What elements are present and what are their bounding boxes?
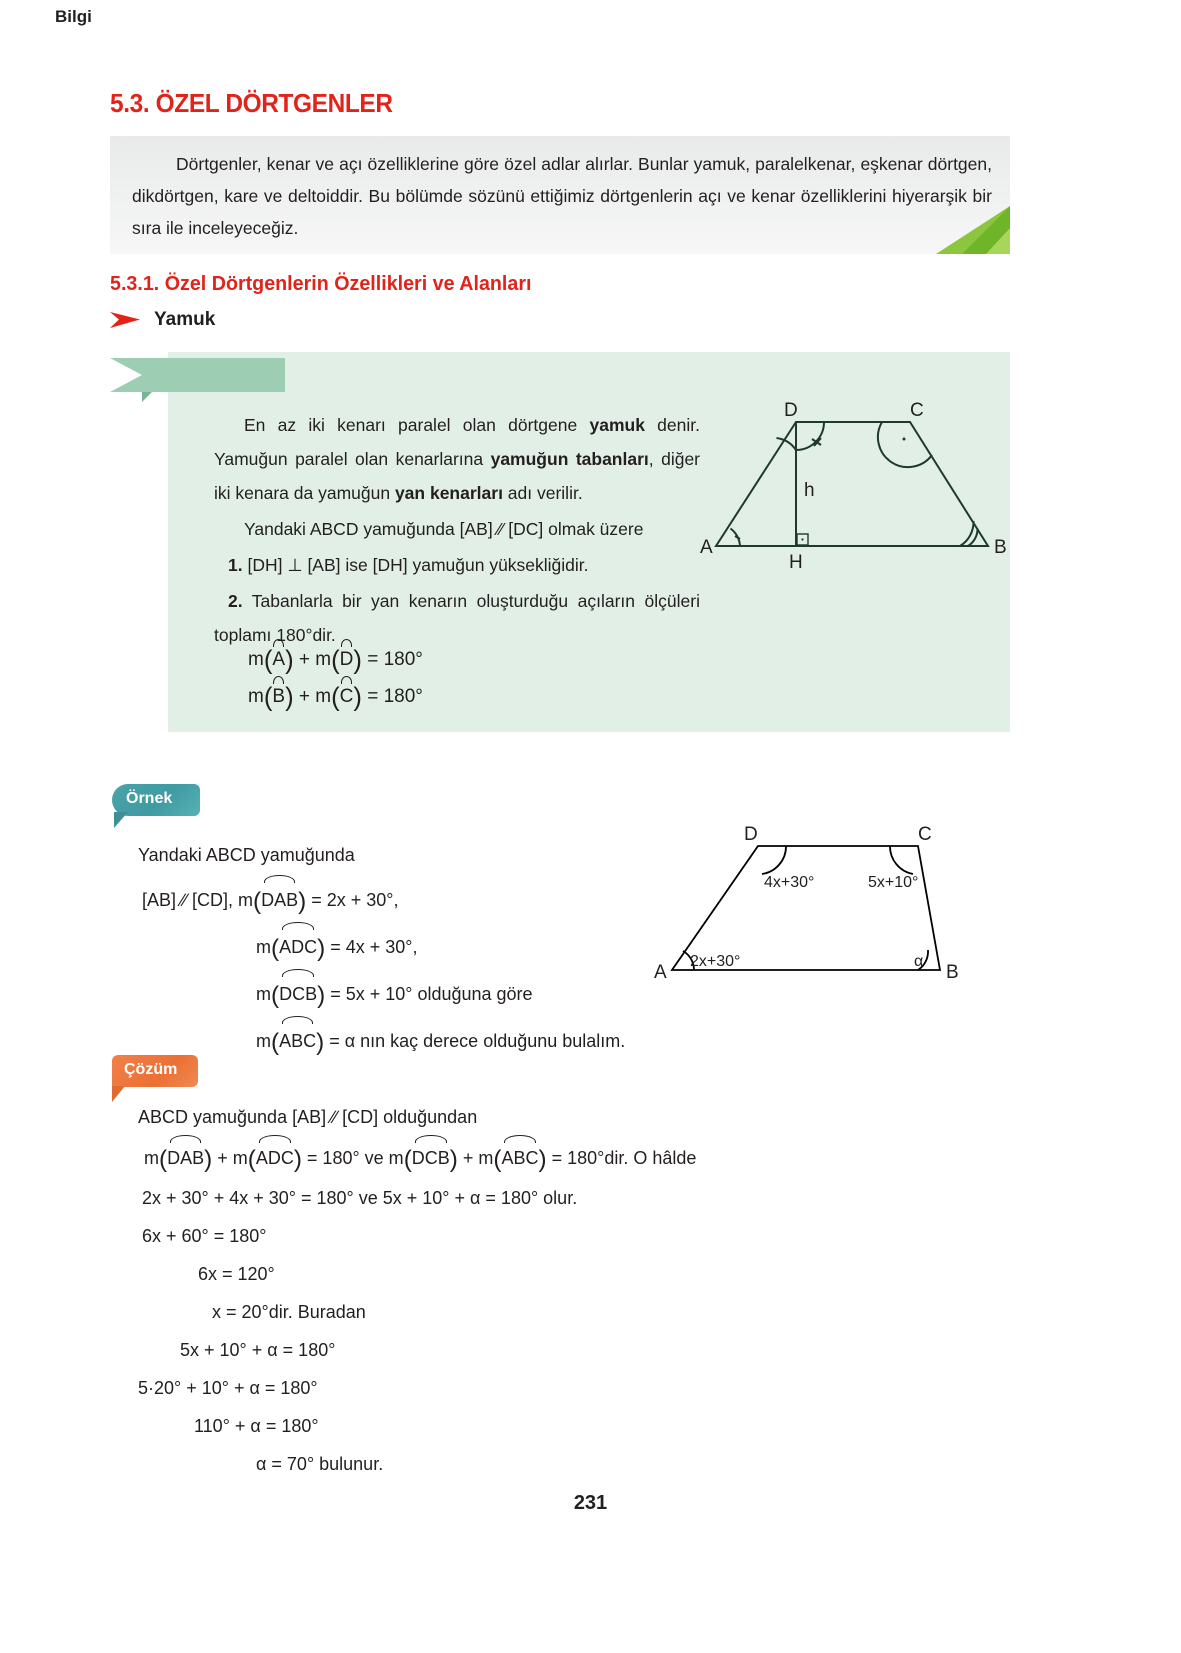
figure2-label-a: A (654, 962, 667, 983)
topic-heading (110, 309, 215, 331)
figure2-angle-d: 4x+30° (764, 874, 815, 891)
bilgi-ribbon-label: Bilgi (55, 7, 92, 26)
solution-line-2: m(DAB) + m(ADC) = 180° ve m(DCB) + m(ABC) = 180°dir. O hâlde (144, 1136, 898, 1179)
solution-line-2-p1: m (144, 1148, 159, 1168)
formula-2-rhs: 180° (383, 686, 423, 708)
example-line-4: m(DCB) = 5x + 10° olduğuna göre (256, 970, 658, 1017)
example-line-5: m(ABC) = α nın kaç derece olduğunu bulalım. (256, 1017, 658, 1064)
figure2-angle-c: 5x+10° (868, 874, 919, 891)
info-text (214, 408, 700, 654)
example-line-2-angle: DAB (261, 876, 298, 921)
example-line-5-angle: ABC (279, 1017, 316, 1062)
formula-line-1: m(A) + m(D) = 180° (248, 640, 423, 677)
example-line-3: m(ADC) = 4x + 30°, (256, 923, 658, 970)
subsection-title: 5.3.1. Özel Dörtgenlerin Özellikleri ve Alanları (110, 272, 532, 295)
figure1-label-height: h (804, 480, 815, 501)
figure1-label-c: C (910, 400, 924, 421)
page-title: 5.3. ÖZEL DÖRTGENLER (110, 88, 393, 118)
figure1-label-a: A (700, 537, 713, 558)
solution-steps (138, 1098, 898, 1483)
info-p1-e: , diğer iki kenara da yamuğun (214, 449, 701, 503)
intro-box (110, 136, 1010, 254)
solution-line-2-p4: + m (457, 1148, 494, 1168)
angle-d: D (340, 640, 354, 677)
example-line-2-post: = 2x + 30°, (306, 890, 399, 910)
example-line-3-pre: m (256, 937, 271, 958)
bilgi-ribbon (110, 358, 285, 392)
formula-1-rhs: 180° (383, 649, 423, 670)
solution-angle-abc: ABC (502, 1136, 539, 1177)
figure2-label-b: B (946, 962, 959, 983)
trapezoid-figure-1 (688, 398, 1008, 588)
example-line-4-angle: DCB (279, 970, 317, 1015)
ornek-tag-label: Örnek (126, 790, 173, 807)
solution-line-2-p5: = 180°dir. O hâlde (546, 1148, 697, 1168)
solution-line-3: 2x + 30° + 4x + 30° = 180° ve 5x + 10° + α = 180° olur. (142, 1188, 578, 1209)
angle-b: B (272, 677, 285, 714)
solution-line-7: 5x + 10° + α = 180° (180, 1340, 336, 1361)
solution-line-6: x = 20°dir. Buradan (212, 1302, 366, 1323)
info-p3-num: 1. (228, 555, 243, 575)
info-formulas (248, 640, 423, 715)
example-line-4-post: = 5x + 10° olduğuna göre (325, 984, 533, 1005)
info-p1-b: yamuk (589, 415, 645, 435)
info-paragraph-2: Yandaki ABCD yamuğunda [AB] ∕∕ [DC] olmak üzere (244, 519, 644, 539)
example-text (138, 834, 658, 1065)
info-p3-text: [DH] ⊥ [AB] ise [DH] yamuğun yüksekliğidir. (242, 555, 589, 575)
green-corner-fold-icon (936, 206, 1010, 254)
angle-a: A (272, 640, 285, 677)
info-p1-f: yan kenarları (394, 483, 503, 503)
example-line-2-pre: [AB] ∕∕ [CD], m (142, 890, 254, 910)
solution-angle-dcb: DCB (412, 1136, 450, 1177)
example-line-3-post: = 4x + 30°, (325, 937, 418, 958)
example-line-2: [AB] ∕∕ [CD], m(DAB) = 2x + 30°, (142, 876, 658, 923)
figure2-label-c: C (918, 824, 932, 845)
cozum-tag-tail (112, 1086, 125, 1102)
figure2-label-d: D (744, 824, 758, 845)
intro-paragraph: Dörtgenler, kenar ve açı özelliklerine göre özel adlar alırlar. Bunlar yamuk, paralelkenar, eşkenar dörtgen, dikdörtgen, kare ve deltoiddir. Bu bölümde sözünü ettiğimiz dörtgenlerin açı ve kenar özelliklerini hiyerarşik bir sıra ile inceleyeceğiz. (132, 154, 992, 238)
info-p4-num: 2. (228, 591, 243, 611)
solution-angle-adc: ADC (256, 1136, 294, 1177)
info-paragraph-1 (214, 408, 700, 510)
solution-line-2-p3: = 180° ve m (301, 1148, 404, 1168)
topic-label: Yamuk (154, 309, 216, 330)
figure1-label-h: H (789, 552, 803, 573)
solution-line-1: ABCD yamuğunda [AB] ∕∕ [CD] olduğundan (138, 1107, 478, 1127)
figure2-angle-b: α (914, 953, 924, 970)
trapezoid-figure-2 (640, 822, 970, 992)
info-p1-c: denir. Yamuğun paralel olan kenarlarına (214, 415, 700, 469)
angle-c: C (340, 677, 354, 714)
red-arrow-icon (110, 310, 142, 330)
info-paragraph-3 (214, 548, 700, 582)
solution-line-9: 110° + α = 180° (194, 1416, 319, 1437)
solution-line-5: 6x = 120° (198, 1264, 275, 1285)
solution-line-10: α = 70° bulunur. (256, 1454, 384, 1475)
cozum-tag-label: Çözüm (124, 1061, 178, 1078)
info-p1-d: yamuğun tabanları (490, 449, 649, 469)
solution-line-2-p2: + m (212, 1148, 248, 1168)
formula-line-2: m(B) + m(C) = 180° (248, 677, 423, 714)
solution-angle-dab: DAB (167, 1136, 204, 1177)
example-line-4-pre: m (256, 984, 271, 1005)
info-p4-text: Tabanlarla bir yan kenarın oluşturduğu açıların ölçüleri toplamı 180°dir. (214, 591, 700, 645)
example-line-1: Yandaki ABCD yamuğunda (138, 845, 355, 865)
example-line-5-post: = α nın kaç derece olduğunu bulalım. (324, 1031, 626, 1052)
page-number: 231 (573, 1492, 608, 1514)
example-line-5-pre: m (256, 1031, 271, 1052)
info-p1-g: adı verilir. (502, 483, 583, 503)
figure2-angle-a: 2x+30° (690, 953, 741, 970)
example-line-3-angle: ADC (279, 923, 317, 968)
solution-line-4: 6x + 60° = 180° (142, 1226, 267, 1247)
figure1-label-b: B (994, 537, 1007, 558)
solution-line-8: 5·20° + 10° + α = 180° (138, 1378, 318, 1399)
figure1-label-d: D (784, 400, 798, 421)
info-p1-a: En az iki kenarı paralel olan dörtgene (244, 415, 590, 435)
